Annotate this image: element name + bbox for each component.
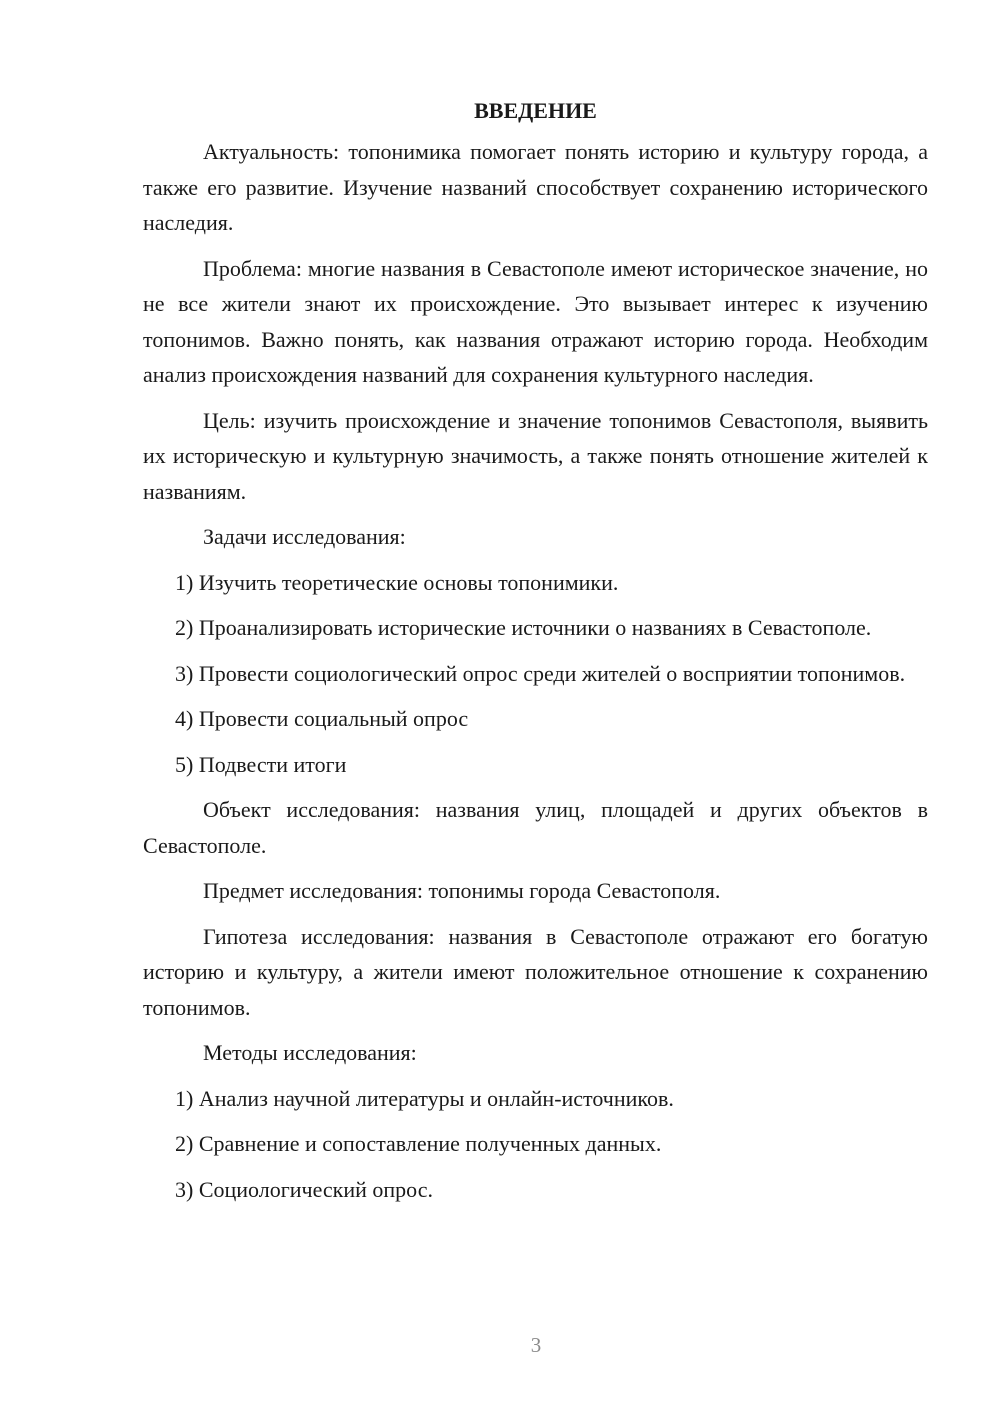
methods-heading: Методы исследования:	[203, 1040, 417, 1065]
method-item: 3) Социологический опрос.	[175, 1176, 433, 1202]
document-body	[143, 92, 928, 1217]
subject-paragraph: Предмет исследования: топонимы города Севастополя.	[203, 878, 721, 903]
task-item: 1) Изучить теоретические основы топонимики.	[175, 569, 619, 595]
task-item: 2) Проанализировать исторические источники о названиях в Севастополе.	[175, 615, 872, 640]
task-item: 4) Провести социальный опрос	[175, 706, 469, 731]
goal-paragraph: Цель: изучить происхождение и значение топонимов Севастополя, выявить их историческую и культурную значимость, а также понять отношение жителей к названиям.	[143, 407, 928, 504]
page-number: 3	[530, 1333, 542, 1357]
hypothesis-paragraph: Гипотеза исследования: названия в Севастополе отражают его богатую историю и культуру, а жители имеют положительное отношение к сохранению топонимов.	[143, 923, 928, 1020]
task-item: 5) Подвести итоги	[175, 751, 347, 777]
tasks-heading: Задачи исследования:	[203, 524, 406, 549]
section-title: ВВЕДЕНИЕ	[474, 98, 597, 123]
object-paragraph: Объект исследования: названия улиц, площадей и других объектов в Севастополе.	[143, 797, 928, 858]
task-item: 3) Провести социологический опрос среди жителей о восприятии топонимов.	[175, 660, 906, 686]
method-item: 1) Анализ научной литературы и онлайн-источников.	[175, 1085, 674, 1111]
method-item: 2) Сравнение и сопоставление полученных данных.	[175, 1131, 662, 1156]
problem-paragraph: Проблема: многие названия в Севастополе имеют историческое значение, но не все жители знают их происхождение. Это вызывает интерес к изучению топонимов. Важно понять, как названия отражают историю города. Необходим анализ происхождения названий для сохранения культурного наследия.	[143, 255, 928, 387]
relevance-paragraph: Актуальность: топонимика помогает понять историю и культуру города, а также его развитие. Изучение названий способствует сохранению исторического наследия.	[143, 139, 928, 235]
